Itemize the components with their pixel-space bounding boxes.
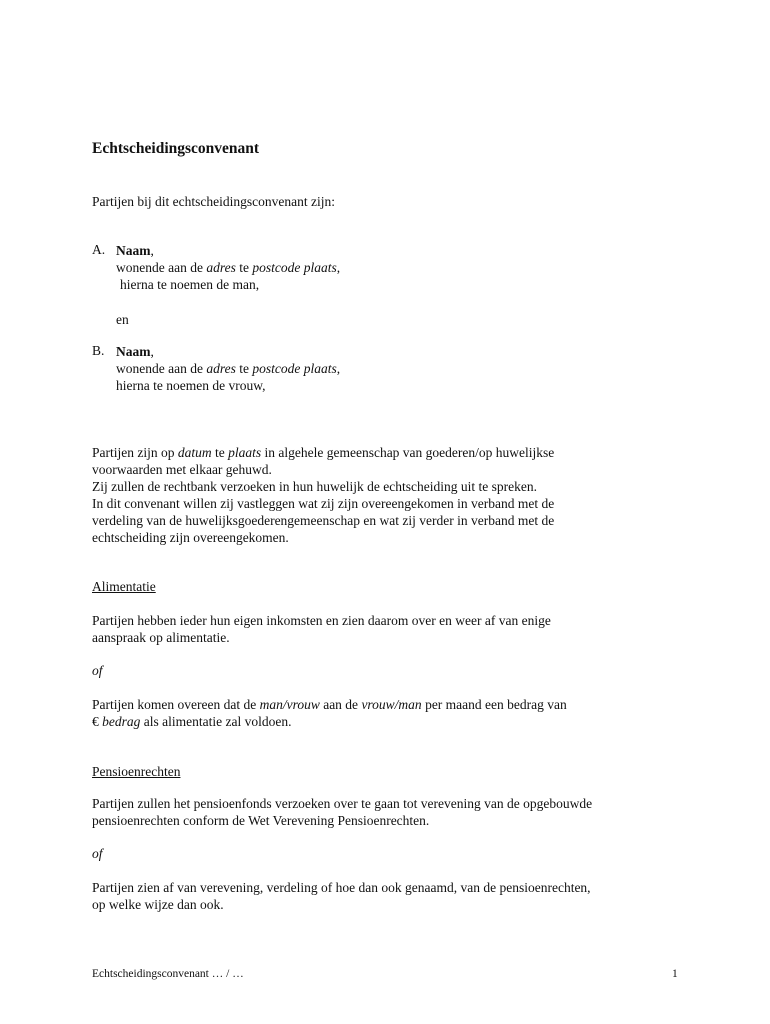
- alimentatie-heading: Alimentatie: [92, 579, 156, 594]
- pensioen-or-text: of: [92, 846, 103, 861]
- party-a-designation: hierna te noemen de man,: [120, 277, 260, 292]
- and-text: en: [116, 312, 129, 327]
- alimentatie-p2-manvrouw: man/vrouw: [259, 697, 320, 712]
- intro-text: Partijen bij dit echtscheidingsconvenant zijn:: [92, 194, 335, 209]
- party-a-address-prefix: wonende aan de: [116, 260, 207, 275]
- party-b-postcode: postcode plaats: [252, 361, 337, 376]
- document-title: Echtscheidingsconvenant: [92, 140, 260, 157]
- pensioen-paragraph-1: [92, 795, 692, 829]
- party-a-postcode: postcode plaats: [252, 260, 337, 275]
- alimentatie-p1-line-1: Partijen hebben ieder hun eigen inkomsten en zien daarom over en weer af van enige: [92, 613, 551, 628]
- party-a-name: Naam: [116, 243, 151, 258]
- marriage-line-5: verdeling van de huwelijksgoederengemeenschap en wat zij verder in verband met de: [92, 513, 555, 528]
- party-b-address-prefix: wonende aan de: [116, 361, 207, 376]
- pensioen-p2-line-1: Partijen zien af van verevening, verdeling of hoe dan ook genaamd, van de pensioenrechten,: [92, 880, 591, 895]
- alimentatie-p2-end: als alimentatie zal voldoen.: [140, 714, 292, 729]
- party-b-name: Naam: [116, 344, 151, 359]
- alimentatie-p2-post: per maand een bedrag van: [421, 697, 567, 712]
- alimentatie-p2-vrouwman: vrouw/man: [361, 697, 422, 712]
- alimentatie-paragraph-1: [92, 612, 692, 646]
- marriage-date: datum: [177, 445, 212, 460]
- pensioen-heading: Pensioenrechten: [92, 764, 181, 779]
- alimentatie-or-text: of: [92, 663, 103, 678]
- party-b-label: B.: [92, 343, 105, 358]
- marriage-line-4: In dit convenant willen zij vastleggen wat zij zijn overeengekomen in verband met de: [92, 496, 555, 511]
- alimentatie-p1-line-2: aanspraak op alimentatie.: [92, 630, 230, 645]
- marriage-pre: Partijen zijn op: [92, 445, 178, 460]
- alimentatie-p2-amount: bedrag: [102, 714, 141, 729]
- alimentatie-p2-euro: €: [92, 714, 103, 729]
- pensioen-or: [92, 845, 692, 862]
- party-a-block: Naam, wonende aan de adres te postcode plaats, hierna te noemen de man,: [116, 242, 676, 293]
- pensioen-p2-line-2: op welke wijze dan ook.: [92, 897, 224, 912]
- pensioen-paragraph-2: [92, 879, 692, 913]
- marriage-paragraph: [92, 444, 692, 546]
- alimentatie-or: [92, 662, 692, 679]
- alimentatie-p2-mid: aan de: [319, 697, 362, 712]
- party-b-address: adres: [206, 361, 236, 376]
- marriage-line-3: Zij zullen de rechtbank verzoeken in hun huwelijk de echtscheiding uit te spreken.: [92, 479, 537, 494]
- footer-title: Echtscheidingsconvenant … / …: [92, 968, 244, 980]
- marriage-post: in algehele gemeenschap van goederen/op huwelijkse: [261, 445, 555, 460]
- party-b-te: te: [235, 361, 253, 376]
- alimentatie-paragraph-2: [92, 696, 692, 730]
- marriage-te: te: [211, 445, 229, 460]
- pensioen-p1-line-1: Partijen zullen het pensioenfonds verzoeken over te gaan tot verevening van de opgebouwde: [92, 796, 593, 811]
- marriage-line-6: echtscheiding zijn overeengekomen.: [92, 530, 289, 545]
- marriage-place: plaats: [228, 445, 262, 460]
- party-a-label: A.: [92, 242, 106, 257]
- party-b-block: Naam, wonende aan de adres te postcode plaats, hierna te noemen de vrouw,: [116, 343, 676, 394]
- party-a-address: adres: [206, 260, 236, 275]
- party-b-designation: hierna te noemen de vrouw,: [116, 378, 266, 393]
- pensioen-p1-line-2: pensioenrechten conform de Wet Verevening Pensioenrechten.: [92, 813, 430, 828]
- page-number: 1: [672, 968, 678, 980]
- marriage-line-2: voorwaarden met elkaar gehuwd.: [92, 462, 272, 477]
- alimentatie-p2-pre: Partijen komen overeen dat de: [92, 697, 260, 712]
- party-a-te: te: [235, 260, 253, 275]
